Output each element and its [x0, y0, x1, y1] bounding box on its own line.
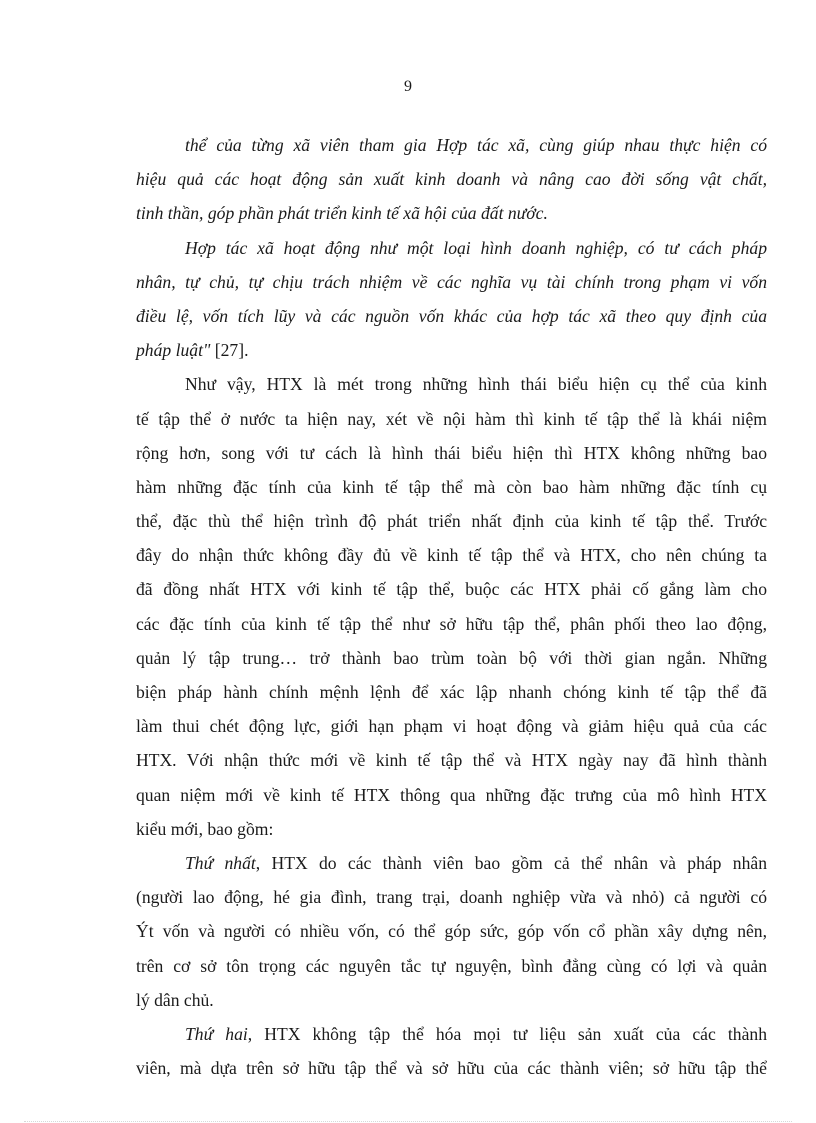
line-text: tinh thần, góp phần phát triển kinh tế xã hội của đất nước.	[136, 203, 548, 224]
line-text: , HTX do các thành viên bao gồm cả thể nhân và pháp nhân	[255, 852, 768, 873]
line-text: lý dân chủ.	[136, 989, 214, 1010]
text-line	[136, 641, 767, 675]
text-line	[136, 743, 767, 777]
text-line	[136, 196, 767, 230]
line-text: đã đồng nhất HTX với kinh tế tập thể, buộc các HTX phải cố gắng làm cho	[136, 579, 767, 600]
emphasis-text: pháp luật"	[136, 340, 211, 361]
line-text: hàm những đặc tính của kinh tế tập thể mà còn bao hàm những đặc tính cụ	[136, 476, 767, 497]
line-text: biện pháp hành chính mệnh lệnh để xác lập nhanh chóng kinh tế tập thể đã	[136, 682, 767, 702]
text-line	[136, 402, 767, 436]
text-line	[136, 231, 767, 265]
text-line	[136, 265, 767, 299]
emphasis-text: Thứ hai	[185, 1023, 248, 1044]
text-line	[136, 333, 767, 367]
text-line	[136, 846, 767, 880]
text-line	[136, 572, 767, 606]
page-number: 9	[404, 78, 412, 95]
line-text: (người lao động, hé gia đình, trang trại, doanh nghiệp vừa và nhỏ) cả người có	[136, 887, 767, 908]
text-line	[136, 1051, 767, 1085]
line-text: quan niệm mới về kinh tế HTX thông qua những đặc trưng của mô hình HTX	[136, 784, 767, 805]
text-line	[136, 949, 767, 983]
text-line	[136, 538, 767, 572]
line-text: các đặc tính của kinh tế tập thể như sở hữu tập thể, phân phối theo lao động,	[136, 613, 767, 634]
line-text: , HTX không tập thể hóa mọi tư liệu sản xuất của các thành	[247, 1023, 767, 1044]
text-line	[136, 914, 767, 948]
text-line	[136, 128, 767, 162]
line-text: trên cơ sở tôn trọng các nguyên tắc tự nguyện, bình đẳng cùng có lợi và quản	[136, 955, 767, 976]
text-line	[136, 812, 767, 846]
line-text: [27].	[210, 340, 249, 361]
line-text: Hợp tác xã hoạt động như một loại hình doanh nghiệp, có tư cách pháp	[185, 237, 767, 258]
text-line	[136, 162, 767, 196]
text-line	[136, 880, 767, 914]
line-text: hiệu quả các hoạt động sản xuất kinh doanh và nâng cao đời sống vật chất,	[136, 169, 767, 190]
line-text: điều lệ, vốn tích lũy và các nguồn vốn khác của hợp tác xã theo quy định của	[136, 305, 767, 326]
text-line	[136, 983, 767, 1017]
text-line	[136, 1017, 767, 1051]
line-text: quản lý tập trung… trở thành bao trùm toàn bộ với thời gian ngắn. Những	[136, 647, 767, 668]
text-line	[136, 436, 767, 470]
text-line	[136, 675, 767, 709]
line-text: thể, đặc thù thể hiện trình độ phát triển nhất định của kinh tế tập thể. Trước	[136, 511, 767, 532]
line-text: Như vậy, HTX là mét trong những hình thái biểu hiện cụ thể của kinh	[185, 374, 767, 395]
emphasis-text: Thứ nhất	[185, 852, 256, 873]
line-text: nhân, tự chủ, tự chịu trách nhiệm về các nghĩa vụ tài chính trong phạm vi vốn	[136, 271, 767, 292]
line-text: tế tập thể ở nước ta hiện nay, xét về nội hàm thì kinh tế tập thể là khái niệm	[136, 408, 767, 429]
line-text: rộng hơn, song với tư cách là hình thái biểu hiện thì HTX không những bao	[136, 442, 767, 463]
text-line	[136, 709, 767, 743]
line-text: đây do nhận thức không đầy đủ về kinh tế tập thể và HTX, cho nên chúng ta	[136, 545, 767, 566]
text-line	[136, 470, 767, 504]
line-text: Ýt vốn và người có nhiều vốn, có thể góp sức, góp vốn cổ phần xây dựng nên,	[136, 921, 767, 942]
text-line	[136, 367, 767, 401]
line-text: làm thui chét động lực, giới hạn phạm vi hoạt động và giảm hiệu quả của các	[136, 716, 767, 737]
line-text: viên, mà dựa trên sở hữu tập thể và sở hữu của các thành viên; sở hữu tập thể	[136, 1058, 767, 1079]
text-line	[136, 504, 767, 538]
text-line	[136, 607, 767, 641]
line-text: thể của từng xã viên tham gia Hợp tác xã, cùng giúp nhau thực hiện có	[185, 135, 767, 155]
text-line	[136, 299, 767, 333]
line-text: HTX. Với nhận thức mới về kinh tế tập thể và HTX ngày nay đã hình thành	[136, 750, 767, 771]
body-text	[136, 128, 767, 1085]
line-text: kiểu mới, bao gồm:	[136, 818, 274, 839]
footer-rule	[24, 1121, 792, 1122]
text-line	[136, 778, 767, 812]
